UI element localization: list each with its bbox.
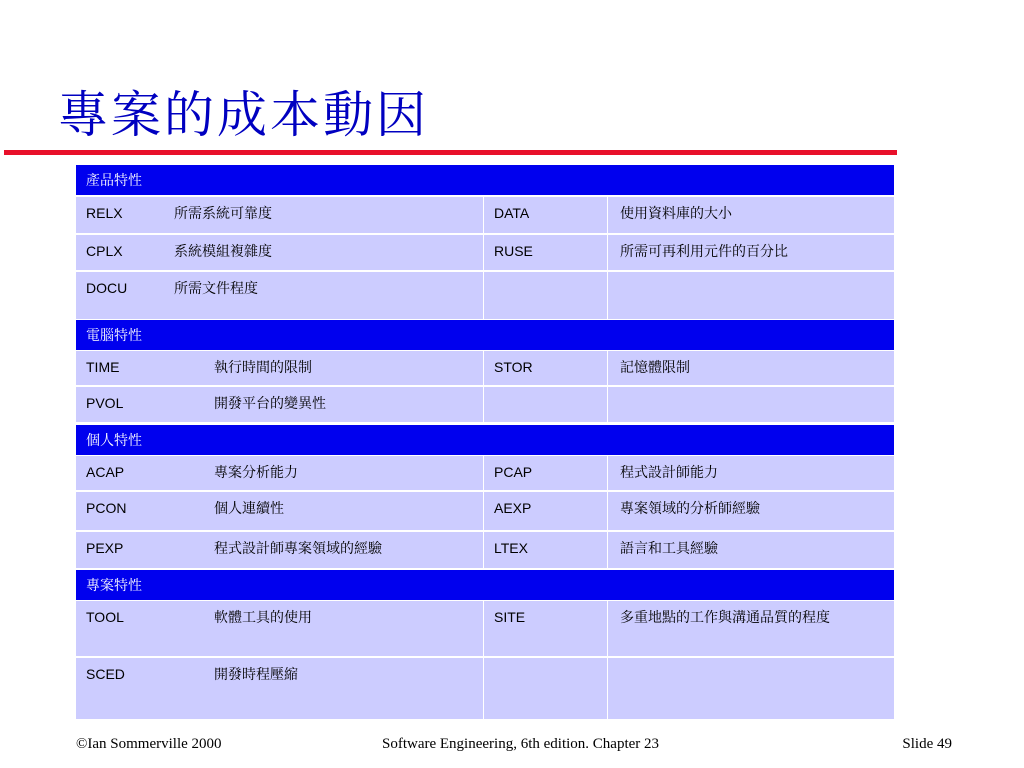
table-row	[76, 351, 894, 385]
driver-code: ACAP	[86, 464, 125, 480]
table-cell	[484, 658, 608, 719]
driver-description: 記憶體限制	[620, 359, 690, 375]
table-cell	[484, 272, 608, 319]
driver-description: 個人連續性	[214, 500, 284, 516]
driver-description: 專案領域的分析師經驗	[620, 500, 760, 516]
cost-driver-table	[76, 165, 894, 719]
table-row	[76, 492, 894, 530]
table-row	[76, 272, 894, 319]
footer-copyright: ©Ian Sommerville 2000	[76, 736, 222, 752]
table-cell	[608, 387, 894, 422]
title-divider	[4, 150, 897, 155]
driver-description: 使用資料庫的大小	[620, 205, 732, 221]
driver-code: CPLX	[86, 243, 123, 259]
driver-description: 專案分析能力	[214, 464, 298, 480]
section-header-label: 電腦特性	[86, 327, 142, 343]
driver-description: 程式設計師專案領域的經驗	[214, 540, 382, 556]
slide-footer	[0, 736, 1024, 760]
driver-code: STOR	[494, 359, 533, 375]
section-header-label: 專案特性	[86, 577, 142, 593]
table-row	[76, 387, 894, 422]
driver-code: PVOL	[86, 395, 124, 411]
table-row	[76, 601, 894, 656]
driver-description: 所需可再利用元件的百分比	[620, 243, 788, 259]
driver-code: TIME	[86, 359, 120, 375]
section-header-personnel	[76, 425, 894, 455]
driver-description: 軟體工具的使用	[214, 609, 312, 625]
driver-description: 語言和工具經驗	[620, 540, 718, 556]
driver-code: SCED	[86, 666, 125, 682]
driver-code: SITE	[494, 609, 526, 625]
driver-description: 程式設計師能力	[620, 464, 718, 480]
table-row	[76, 456, 894, 490]
driver-description: 多重地點的工作與溝通品質的程度	[620, 609, 830, 625]
driver-code: TOOL	[86, 609, 124, 625]
section-header-computer	[76, 320, 894, 350]
table-cell	[608, 658, 894, 719]
driver-code: PEXP	[86, 540, 124, 556]
driver-description: 所需系統可靠度	[174, 205, 272, 221]
driver-code: PCAP	[494, 464, 533, 480]
table-row	[76, 532, 894, 568]
section-header-product	[76, 165, 894, 195]
section-header-label: 個人特性	[86, 432, 142, 448]
driver-code: DATA	[494, 205, 530, 221]
table-row	[76, 197, 894, 233]
driver-code: DOCU	[86, 280, 128, 296]
driver-description: 開發平台的變異性	[214, 395, 326, 411]
table-row	[76, 658, 894, 719]
slide-title: 專案的成本動因	[58, 86, 429, 144]
driver-description: 執行時間的限制	[214, 359, 312, 375]
driver-description: 開發時程壓縮	[214, 666, 298, 682]
driver-description: 所需文件程度	[174, 280, 258, 296]
driver-code: AEXP	[494, 500, 532, 516]
table-cell	[608, 272, 894, 319]
driver-code: RUSE	[494, 243, 533, 259]
table-cell	[76, 235, 484, 270]
table-row	[76, 235, 894, 270]
footer-book-title: Software Engineering, 6th edition. Chapter 23	[382, 736, 660, 752]
section-header-label: 產品特性	[86, 172, 142, 188]
table-cell	[76, 272, 484, 319]
section-header-project	[76, 570, 894, 600]
table-cell	[484, 387, 608, 422]
table-cell	[76, 197, 484, 233]
driver-code: RELX	[86, 205, 123, 221]
driver-code: LTEX	[494, 540, 528, 556]
driver-code: PCON	[86, 500, 127, 516]
driver-description: 系統模組複雜度	[174, 243, 272, 259]
footer-slide-number: Slide 49	[902, 736, 952, 752]
